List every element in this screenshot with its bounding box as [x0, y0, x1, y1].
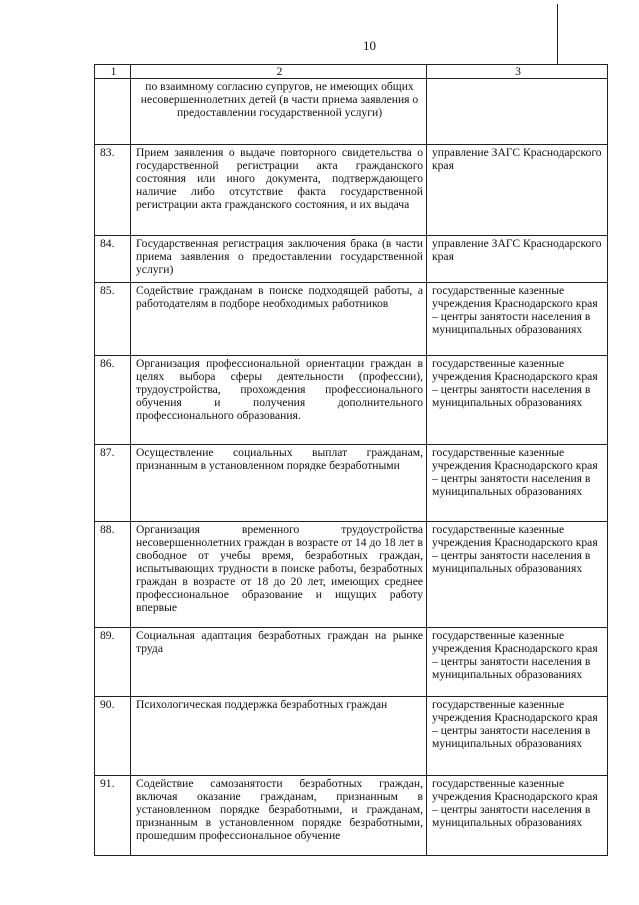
table-row [95, 283, 608, 356]
table-row [95, 697, 608, 776]
header-cell-agency: 3 [427, 65, 608, 79]
row-number: 89. [95, 628, 131, 697]
service-name: Организация профессиональной ориентации граждан в целях выбора сферы деятельности (профессии), трудоустройства, прохождения профессионального обучения и получения дополнительного профессионального образования. [131, 356, 427, 445]
table-row [95, 522, 608, 628]
row-number [95, 79, 131, 145]
table-row [95, 445, 608, 522]
service-name: по взаимному согласию супругов, не имеющих общих несовершеннолетних детей (в части приема заявления о предоставлении государственной услуги) [131, 79, 427, 145]
row-number: 87. [95, 445, 131, 522]
table-row [95, 79, 608, 145]
table-row [95, 145, 608, 236]
row-number: 90. [95, 697, 131, 776]
service-name: Психологическая поддержка безработных граждан [131, 697, 427, 776]
header-cell-service: 2 [131, 65, 427, 79]
table-row [95, 776, 608, 856]
agency-name: государственные казенные учреждения Краснодарского края – центры занятости населения в муниципальных образованиях [427, 522, 608, 628]
service-name: Осуществление социальных выплат гражданам, признанным в установленном порядке безработными [131, 445, 427, 522]
service-name: Государственная регистрация заключения брака (в части приема заявления о предоставлении государственной услуги) [131, 236, 427, 283]
page-number: 10 [363, 38, 376, 53]
service-name: Содействие самозанятости безработных граждан, включая оказание гражданам, признанным в установленном порядке безработными, и гражданам, признанным в установленном порядке безработными, прошедшим профессиональное обучение [131, 776, 427, 856]
agency-name: государственные казенные учреждения Краснодарского края – центры занятости населения в муниципальных образованиях [427, 356, 608, 445]
table-row [95, 356, 608, 445]
agency-name: государственные казенные учреждения Краснодарского края – центры занятости населения в муниципальных образованиях [427, 283, 608, 356]
agency-name: государственные казенные учреждения Краснодарского края – центры занятости населения в муниципальных образованиях [427, 697, 608, 776]
service-name: Содействие гражданам в поиске подходящей работы, а работодателям в подборе необходимых работников [131, 283, 427, 356]
table-row [95, 236, 608, 283]
row-number: 84. [95, 236, 131, 283]
row-number: 83. [95, 145, 131, 236]
row-number: 86. [95, 356, 131, 445]
agency-name: государственные казенные учреждения Краснодарского края – центры занятости населения в муниципальных образованиях [427, 445, 608, 522]
row-number: 88. [95, 522, 131, 628]
agency-name: управление ЗАГС Краснодарского края [427, 236, 608, 283]
row-number: 85. [95, 283, 131, 356]
service-name: Прием заявления о выдаче повторного свидетельства о государственной регистрации акта гражданского состояния или иного документа, подтверждающего наличие либо отсутствие факта государственной регистрации акта гражданского состояния, и их выдача [131, 145, 427, 236]
services-table [94, 64, 608, 856]
row-number: 91. [95, 776, 131, 856]
agency-name: государственные казенные учреждения Краснодарского края – центры занятости населения в муниципальных образованиях [427, 628, 608, 697]
table-header-row [95, 65, 608, 79]
table-row [95, 628, 608, 697]
agency-name: управление ЗАГС Краснодарского края [427, 145, 608, 236]
service-name: Социальная адаптация безработных граждан на рынке труда [131, 628, 427, 697]
agency-name [427, 79, 608, 145]
service-name: Организация временного трудоустройства несовершеннолетних граждан в возрасте от 14 до 18 лет в свободное от учебы время, безработных граждан, испытывающих трудности в поиске работы, безработных граждан в возрасте от 18 до 20 лет, имеющих среднее профессиональное образование и ищущих работу впервые [131, 522, 427, 628]
header-cell-number: 1 [95, 65, 131, 79]
agency-name: государственные казенные учреждения Краснодарского края – центры занятости населения в муниципальных образованиях [427, 776, 608, 856]
scan-edge-line [557, 4, 558, 64]
